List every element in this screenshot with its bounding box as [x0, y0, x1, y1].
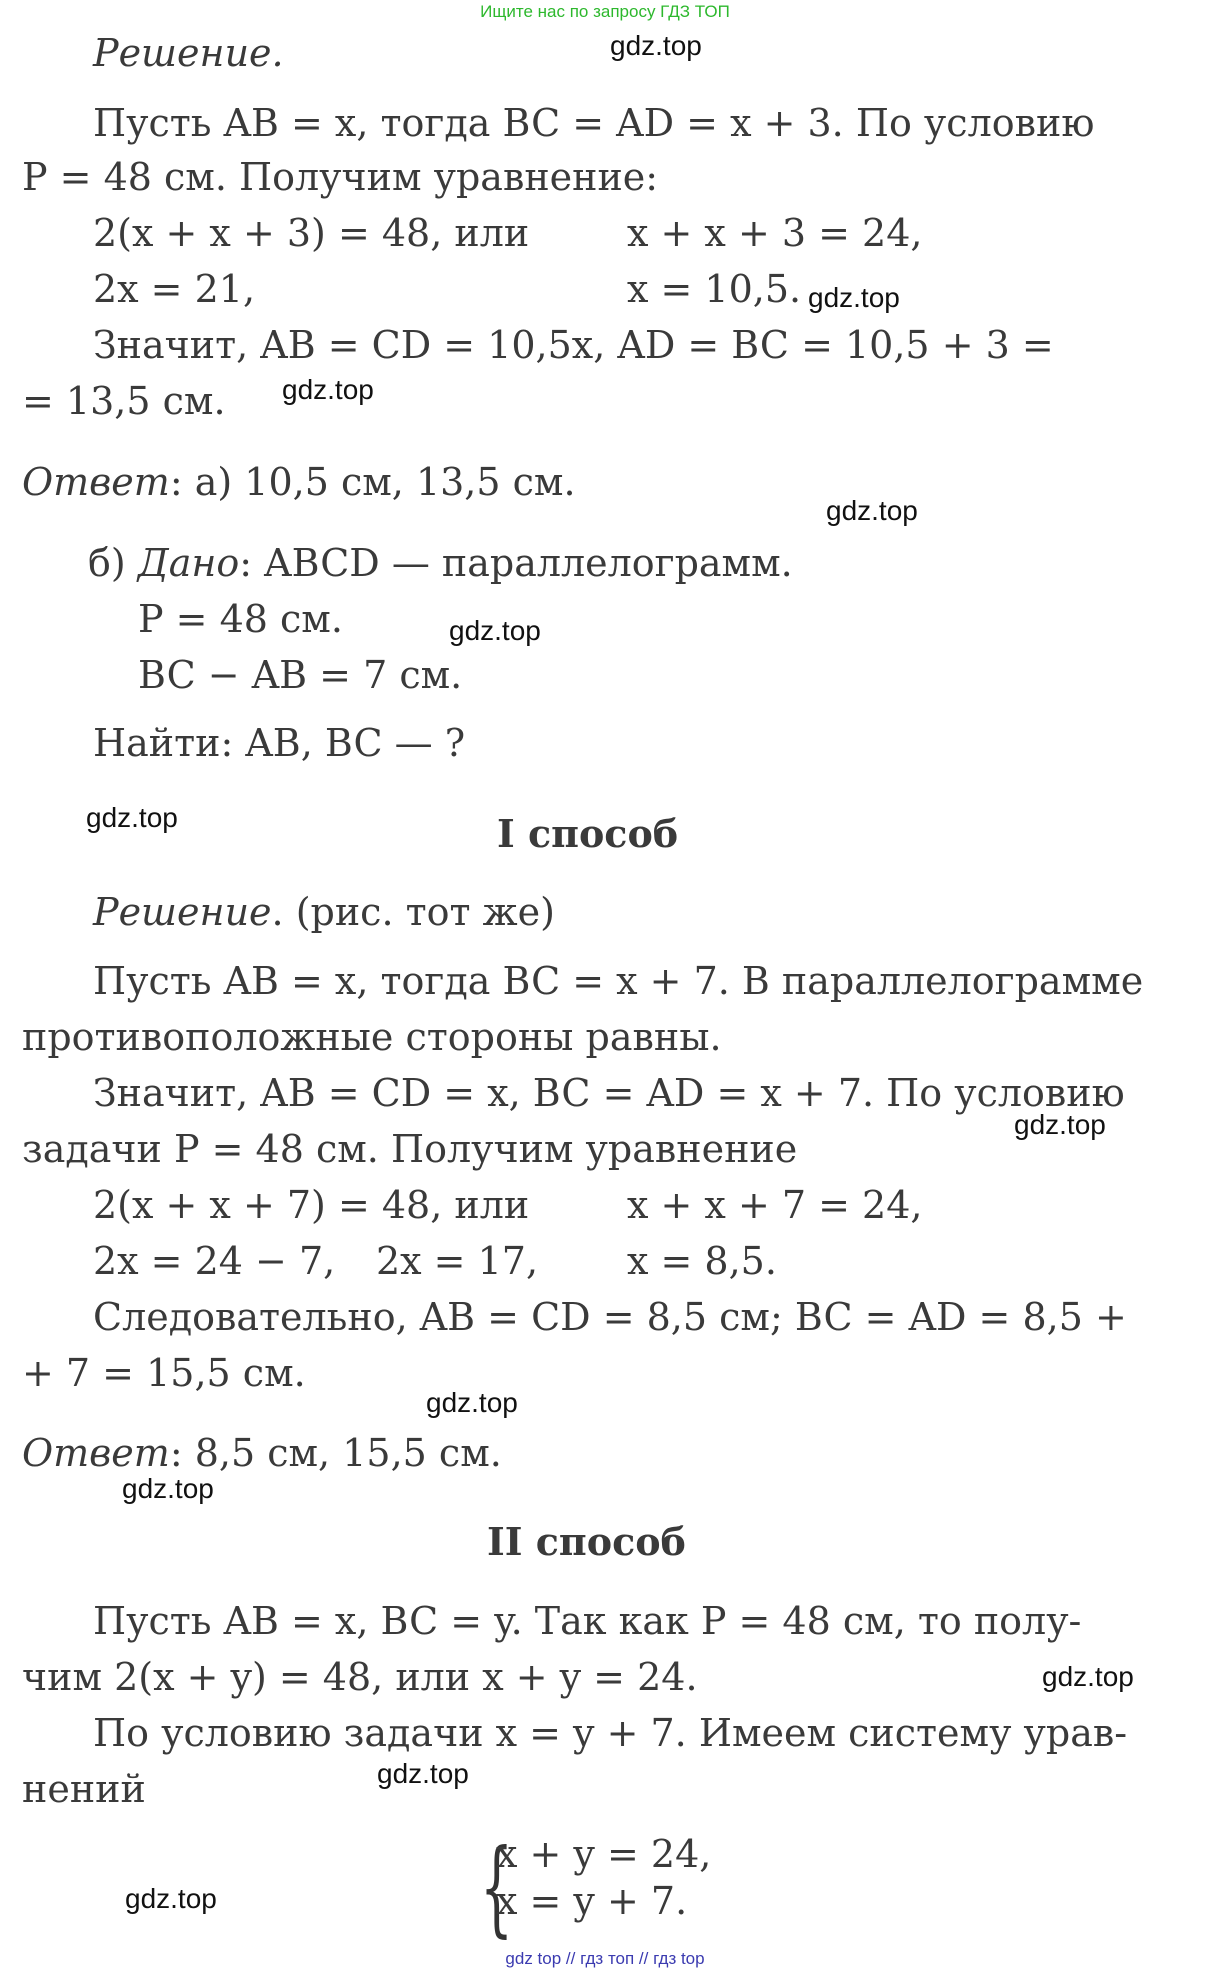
- equation-line: x = 10,5.: [627, 267, 802, 311]
- watermark: gdz.top: [1042, 1661, 1134, 1692]
- given-line: P = 48 см.: [138, 597, 343, 641]
- system-equation: x = y + 7.: [496, 1879, 688, 1923]
- watermark: gdz.top: [449, 615, 541, 646]
- text-line: + 7 = 15,5 см.: [22, 1351, 306, 1395]
- answer-text: : а) 10,5 см, 13,5 см.: [169, 460, 576, 504]
- watermark: gdz.top: [282, 374, 374, 405]
- given-line: BC − AB = 7 см.: [138, 653, 463, 697]
- text-line: Пусть AB = x, тогда BC = x + 7. В параллелограмме: [93, 959, 1144, 1003]
- equation-line: x = 8,5.: [627, 1239, 777, 1283]
- answer-label: Ответ: [22, 1431, 170, 1475]
- watermark: gdz.top: [377, 1758, 469, 1789]
- watermark: gdz.top: [808, 282, 900, 313]
- watermark: gdz.top: [122, 1473, 214, 1504]
- text-line: нений: [22, 1767, 146, 1811]
- watermark: gdz.top: [426, 1387, 518, 1418]
- solution-text: . (рис. тот же): [271, 890, 555, 934]
- text-line: = 13,5 см.: [22, 379, 226, 423]
- text-line: Значит, AB = CD = x, BC = AD = x + 7. По условию: [93, 1071, 1125, 1115]
- answer-line: [22, 460, 576, 504]
- equation-line: 2x = 17,: [376, 1239, 539, 1283]
- equation-line: 2x = 24 − 7,: [93, 1239, 336, 1283]
- equation-line: x + x + 7 = 24,: [627, 1183, 923, 1227]
- find-line: Найти: AB, BC — ?: [93, 721, 466, 765]
- watermark: gdz.top: [125, 1883, 217, 1914]
- watermark: gdz.top: [610, 30, 702, 61]
- solution-label: Решение: [93, 890, 272, 934]
- watermark: gdz.top: [86, 802, 178, 833]
- text-line: Пусть AB = x, тогда BC = AD = x + 3. По условию: [93, 101, 1095, 145]
- given-line: [88, 541, 793, 585]
- equation-line: 2x = 21,: [93, 267, 256, 311]
- text-line: задачи P = 48 см. Получим уравнение: [22, 1127, 798, 1171]
- system-brace: {: [480, 1826, 514, 1948]
- site-banner[interactable]: Ищите нас по запросу ГДЗ ТОП: [480, 2, 730, 21]
- equation-line: 2(x + x + 3) = 48, или: [93, 211, 530, 255]
- answer-line: [22, 1431, 502, 1475]
- text-line: P = 48 см. Получим уравнение:: [22, 155, 659, 199]
- given-text: : ABCD — параллелограмм.: [239, 541, 793, 585]
- text-line: Значит, AB = CD = 10,5x, AD = BC = 10,5 + 3 =: [93, 323, 1054, 367]
- text-line: Следовательно, AB = CD = 8,5 см; BC = AD = 8,5 +: [93, 1295, 1127, 1339]
- system-equation: x + y = 24,: [496, 1832, 712, 1876]
- given-prefix: б): [88, 541, 138, 585]
- text-line: противоположные стороны равны.: [22, 1015, 722, 1059]
- equation-line: x + x + 3 = 24,: [627, 211, 923, 255]
- text-line: чим 2(x + y) = 48, или x + y = 24.: [22, 1655, 698, 1699]
- answer-label: Ответ: [22, 460, 170, 504]
- text-line: Пусть AB = x, BC = y. Так как P = 48 см, то полу-: [93, 1599, 1082, 1643]
- footer-links[interactable]: gdz top // гдз топ // гдз top: [505, 1949, 705, 1968]
- text-line: По условию задачи x = y + 7. Имеем систему урав-: [93, 1711, 1128, 1755]
- solution-heading: Решение.: [93, 31, 284, 75]
- solution-line: [93, 890, 555, 934]
- equation-line: 2(x + x + 7) = 48, или: [93, 1183, 530, 1227]
- watermark: gdz.top: [1014, 1109, 1106, 1140]
- given-label: Дано: [137, 541, 240, 585]
- method-1-heading: I способ: [497, 811, 679, 856]
- method-2-heading: II способ: [487, 1519, 686, 1564]
- answer-text: : 8,5 см, 15,5 см.: [169, 1431, 502, 1475]
- watermark: gdz.top: [826, 495, 918, 526]
